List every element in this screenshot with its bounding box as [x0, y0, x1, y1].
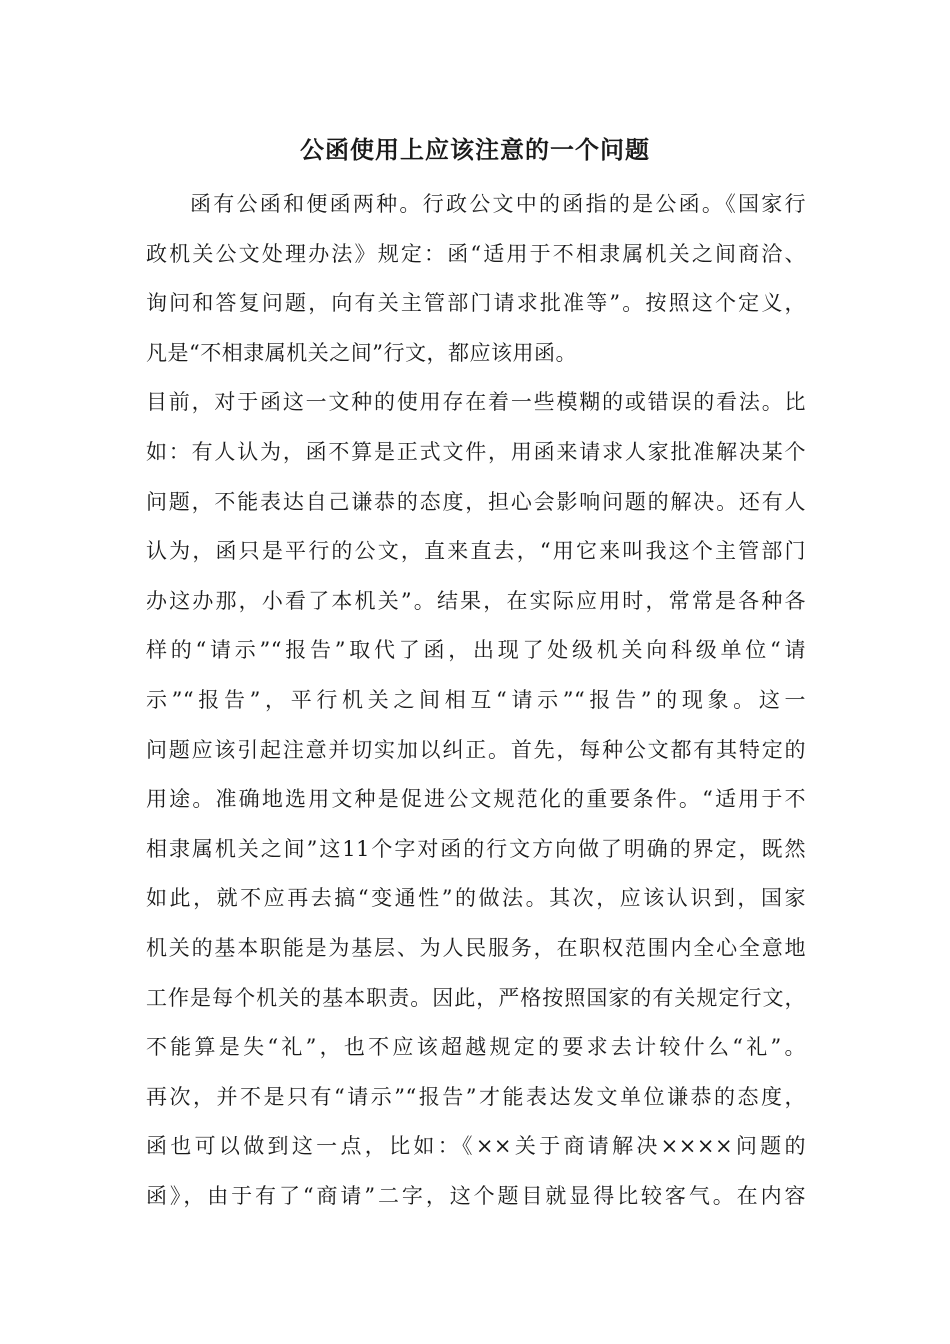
paragraph-1 — [146, 180, 806, 378]
text-line: 如此，就不应再去搞“变通性”的做法。其次，应该认识到，国家 — [146, 886, 806, 911]
text-line: 函有公函和便函两种。行政公文中的函指的是公函。《国家行 — [190, 192, 806, 216]
text-line: 目前，对于函这一文种的使用存在着一些模糊的或错误的看法。比 — [146, 390, 806, 415]
text-line: 函》，由于有了“商请”二字，这个题目就显得比较客气。在内容 — [146, 1183, 806, 1208]
text-line: 不能算是失“礼”，也不应该超越规定的要求去计较什么“礼”。 — [146, 1035, 806, 1060]
text-line: 办这办那，小看了本机关”。结果，在实际应用时，常常是各种各 — [146, 588, 806, 613]
document-body — [146, 180, 806, 1221]
text-line: 政机关公文处理办法》规定：函“适用于不相隶属机关之间商洽、 — [146, 241, 806, 266]
text-line: 认为，函只是平行的公文，直来直去，“用它来叫我这个主管部门 — [146, 539, 806, 564]
text-line: 用途。准确地选用文种是促进公文规范化的重要条件。“适用于不 — [146, 787, 806, 812]
text-line: 机关的基本职能是为基层、为人民服务，在职权范围内全心全意地 — [146, 935, 806, 960]
text-line: 相隶属机关之间”这11个字对函的行文方向做了明确的界定，既然 — [146, 836, 806, 861]
text-line: 凡是“不相隶属机关之间”行文，都应该用函。 — [146, 340, 577, 365]
paragraph-2 — [146, 378, 806, 1221]
document-title: 公函使用上应该注意的一个问题 — [300, 135, 650, 164]
text-line: 函也可以做到这一点，比如：《××关于商请解决××××问题的 — [146, 1134, 806, 1159]
text-line: 如：有人认为，函不算是正式文件，用函来请求人家批准解决某个 — [146, 439, 806, 464]
text-line: 工作是每个机关的基本职责。因此，严格按照国家的有关规定行文， — [146, 985, 806, 1010]
text-line: 再次，并不是只有“请示”“报告”才能表达发文单位谦恭的态度， — [146, 1084, 806, 1109]
text-line: 样的“请示”“报告”取代了函，出现了处级机关向科级单位“请 — [146, 638, 806, 663]
text-line: 示”“报告”，平行机关之间相互“请示”“报告”的现象。这一 — [146, 687, 806, 712]
text-line: 问题应该引起注意并切实加以纠正。首先，每种公文都有其特定的 — [146, 737, 806, 762]
text-line: 询问和答复问题，向有关主管部门请求批准等”。按照这个定义， — [146, 291, 806, 316]
text-line: 问题，不能表达自己谦恭的态度，担心会影响问题的解决。还有人 — [146, 489, 806, 514]
